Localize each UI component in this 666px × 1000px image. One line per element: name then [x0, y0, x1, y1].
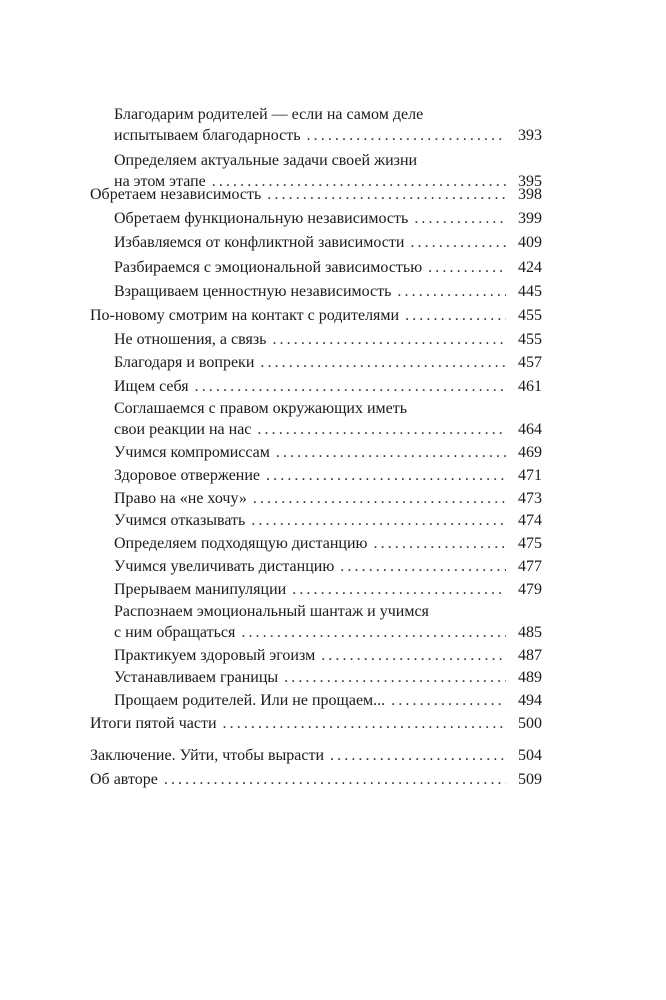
toc-page-number: 445: [518, 283, 542, 300]
dot-leader: [321, 645, 506, 666]
dot-leader: [266, 465, 506, 486]
toc-page-number: 473: [518, 490, 542, 507]
toc-page-number: 409: [518, 234, 542, 251]
toc-entry[interactable]: [114, 533, 542, 554]
dot-leader: [292, 579, 506, 600]
dot-leader: [276, 442, 506, 463]
toc-entry[interactable]: [90, 184, 542, 205]
toc-entry[interactable]: [114, 601, 542, 643]
toc-entry[interactable]: [114, 667, 542, 688]
dot-leader: [195, 376, 506, 397]
toc-entry[interactable]: [114, 352, 542, 373]
toc-entry[interactable]: [90, 745, 542, 766]
dot-leader: [410, 232, 506, 253]
toc-entry-title: Благодаря и вопреки: [114, 354, 255, 371]
toc-page-number: 457: [518, 354, 542, 371]
dot-leader: [164, 769, 506, 790]
toc-entry[interactable]: [90, 769, 542, 790]
toc-entry-title: Прерываем манипуляции: [114, 581, 287, 598]
dot-leader: [251, 510, 506, 531]
toc-page-number: 489: [518, 669, 542, 686]
toc-page-number: 500: [518, 715, 542, 732]
toc-page-number: 504: [518, 747, 542, 764]
toc-page-number: 471: [518, 467, 542, 484]
dot-leader: [267, 184, 506, 205]
toc-entry[interactable]: [114, 376, 542, 397]
toc-entry-title: с ним обращаться: [114, 624, 236, 641]
dot-leader: [223, 713, 506, 734]
toc-entry-title: Устанавливаем границы: [114, 669, 279, 686]
toc-entry-title: Заключение. Уйти, чтобы вырасти: [90, 747, 325, 764]
toc-entry[interactable]: [90, 305, 542, 326]
toc-page-number: 475: [518, 535, 542, 552]
toc-entry-title-line1: Благодарим родителей — если на самом деле: [114, 106, 424, 123]
dot-leader: [405, 305, 506, 326]
toc-page-number: 393: [518, 127, 542, 144]
toc-page-number: 464: [518, 421, 542, 438]
toc-entry-title: Итоги пятой части: [90, 715, 217, 732]
toc-entry[interactable]: [114, 329, 542, 350]
toc-entry-title-line1: Распознаем эмоциональный шантаж и учимся: [114, 603, 429, 620]
toc-entry-title: Не отношения, а связь: [114, 331, 267, 348]
toc-page-number: 455: [518, 331, 542, 348]
toc-page-number: 469: [518, 444, 542, 461]
toc-entry[interactable]: [114, 556, 542, 577]
toc-entry-title: Прощаем родителей. Или не прощаем...: [114, 692, 386, 709]
toc-entry[interactable]: [114, 442, 542, 463]
toc-page-number: 424: [518, 259, 542, 276]
dot-leader: [397, 281, 506, 302]
toc-page-number: 487: [518, 647, 542, 664]
toc-entry[interactable]: [114, 257, 542, 278]
toc-page-number: 479: [518, 581, 542, 598]
toc-entry-title: Взращиваем ценностную независимость: [114, 283, 392, 300]
toc-entry-title: Ищем себя: [114, 378, 189, 395]
toc-entry-title: Учимся компромиссам: [114, 444, 270, 461]
toc-entry-title: Практикуем здоровый эгоизм: [114, 647, 316, 664]
toc-entry-title: свои реакции на нас: [114, 421, 252, 438]
toc-entry[interactable]: [114, 645, 542, 666]
toc-page-number: 474: [518, 512, 542, 529]
dot-leader: [340, 556, 506, 577]
dot-leader: [257, 419, 506, 440]
dot-leader: [414, 208, 506, 229]
dot-leader: [374, 533, 507, 554]
toc-entry-title: Об авторе: [90, 771, 158, 788]
toc-entry-title: Обретаем независимость: [90, 186, 262, 203]
toc-entry[interactable]: [114, 208, 542, 229]
toc-entry[interactable]: [114, 398, 542, 440]
toc-page-number: 395: [518, 173, 542, 190]
toc-entry-title: Обретаем функциональную независимость: [114, 210, 409, 227]
toc-entry[interactable]: [90, 713, 542, 734]
toc-page-number: 455: [518, 307, 542, 324]
dot-leader: [330, 745, 506, 766]
toc-entry[interactable]: [114, 104, 542, 146]
toc-entry-title: испытываем благодарность: [114, 127, 301, 144]
toc-page-number: 399: [518, 210, 542, 227]
toc-page-number: 509: [518, 771, 542, 788]
toc-entry-title: Учимся отказывать: [114, 512, 246, 529]
dot-leader: [307, 125, 506, 146]
dot-leader: [253, 488, 506, 509]
dot-leader: [241, 622, 506, 643]
toc-entry-title: Избавляемся от конфликтной зависимости: [114, 234, 405, 251]
dot-leader: [272, 329, 506, 350]
dot-leader: [428, 257, 506, 278]
toc-entry-title: Разбираемся с эмоциональной зависимостью: [114, 259, 423, 276]
toc-entry-title: Определяем подходящую дистанцию: [114, 535, 368, 552]
toc-entry[interactable]: [114, 488, 542, 509]
toc-entry[interactable]: [114, 281, 542, 302]
dot-leader: [391, 690, 506, 711]
toc-page-number: 477: [518, 558, 542, 575]
toc-entry-title: на этом этапе: [114, 173, 206, 190]
toc-entry-title: Право на «не хочу»: [114, 490, 247, 507]
toc-entry[interactable]: [114, 690, 542, 711]
dot-leader: [284, 667, 506, 688]
toc-entry[interactable]: [114, 465, 542, 486]
toc-page-number: 398: [518, 186, 542, 203]
toc-entry-title: Здоровое отвержение: [114, 467, 261, 484]
toc-entry[interactable]: [114, 510, 542, 531]
toc-page-number: 485: [518, 624, 542, 641]
toc-entry-title: Учимся увеличивать дистанцию: [114, 558, 335, 575]
toc-page-number: 494: [518, 692, 542, 709]
toc-entry-title: По-новому смотрим на контакт с родителями: [90, 307, 400, 324]
toc-entry-title-line1: Определяем актуальные задачи своей жизни: [114, 152, 418, 169]
toc-entry[interactable]: [114, 579, 542, 600]
toc-page-number: 461: [518, 378, 542, 395]
dot-leader: [260, 352, 506, 373]
toc-entry-title-line1: Соглашаемся с правом окружающих иметь: [114, 400, 408, 417]
toc-entry[interactable]: [114, 232, 542, 253]
